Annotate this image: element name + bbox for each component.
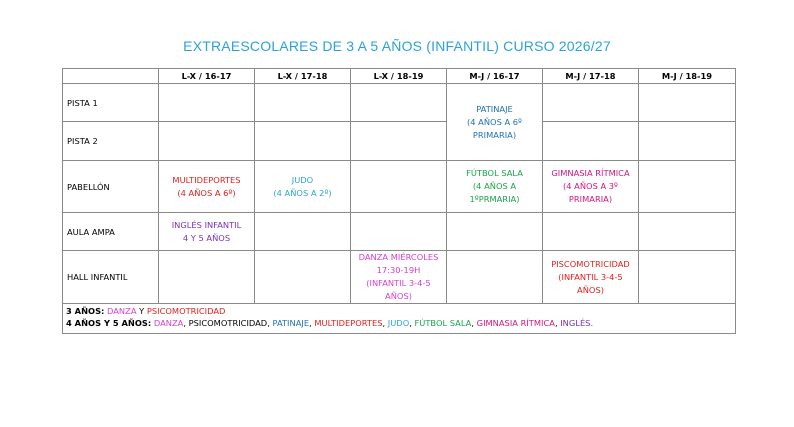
footer-comma: , (267, 318, 270, 328)
cell-empty (351, 161, 447, 213)
cell-judo (255, 161, 351, 213)
row-label-pista-1: PISTA 1 (63, 84, 159, 122)
header-lx-17-18: L-X / 17-18 (255, 69, 351, 84)
cell-empty (351, 213, 447, 251)
cell-empty (447, 213, 543, 251)
cell-empty (447, 251, 543, 304)
cell-empty (351, 84, 447, 122)
footer-line-3-anos (66, 305, 732, 317)
footer-label-3: 3 AÑOS: (66, 306, 105, 316)
cell-danza (351, 251, 447, 304)
multideportes-age: (4 AÑOS A 6º) (177, 187, 236, 198)
cell-ingles-infantil (159, 213, 255, 251)
danza-name: DANZA MIÉRCOLES (358, 252, 439, 262)
cell-empty (255, 122, 351, 161)
gimnasia-age: (4 AÑOS A 3º (563, 181, 618, 191)
row-pista-2 (63, 122, 736, 161)
psico-name: PISCOMOTRICIDAD (551, 258, 630, 269)
footer-notes (63, 304, 736, 334)
danza-age: (INFANTIL 3-4-5 (366, 278, 431, 288)
page-title: EXTRAESCOLARES DE 3 A 5 AÑOS (INFANTIL) CURSO 2026/27 (183, 38, 611, 54)
patinaje-age: (4 AÑOS A 6º (467, 116, 522, 127)
footer-danza: DANZA (153, 318, 184, 328)
footer-gimnasia: GIMNASIA RÍTMICA (476, 318, 555, 328)
futbol-age: (4 AÑOS A (472, 181, 517, 191)
row-label-pista-2: PISTA 2 (63, 122, 159, 161)
cell-futbol-sala (447, 161, 543, 213)
footer-danza-3: DANZA (107, 306, 137, 316)
row-pabellon (63, 161, 736, 213)
header-mj-18-19: M-J / 18-19 (639, 69, 736, 84)
cell-empty (255, 251, 351, 304)
header-lx-16-17: L-X / 16-17 (159, 69, 255, 84)
cell-empty (639, 251, 736, 304)
row-label-aula-ampa: AULA AMPA (63, 213, 159, 251)
footer-futbol: FÚTBOL SALA (414, 318, 472, 328)
cell-empty (543, 213, 639, 251)
footer-line-4-5-anos (66, 317, 732, 329)
cell-empty (255, 84, 351, 122)
cell-empty (351, 122, 447, 161)
cell-multideportes (159, 161, 255, 213)
row-pista-1 (63, 84, 736, 122)
footer-psico-3: PSICOMOTRICIDAD (146, 306, 226, 316)
schedule-table (62, 68, 736, 334)
footer-label-45: 4 AÑOS Y 5 AÑOS: (66, 318, 152, 328)
header-corner (63, 69, 159, 84)
judo-name: JUDO (291, 174, 314, 185)
header-lx-18-19: L-X / 18-19 (351, 69, 447, 84)
cell-psicomotricidad (543, 251, 639, 304)
gimnasia-age-2: PRIMARIA) (568, 194, 613, 204)
footer-psico: PSICOMOTRICIDAD (188, 318, 268, 328)
gimnasia-name: GIMNASIA RÍTMICA (551, 168, 630, 178)
footer-y: Y (139, 306, 145, 316)
danza-time: 17:30-19H (376, 265, 421, 275)
footer-multi: MULTIDEPORTES (314, 318, 383, 328)
cell-empty (639, 161, 736, 213)
footer-comma: , (183, 318, 186, 328)
futbol-name: FÚTBOL SALA (466, 168, 523, 178)
psico-age-2: AÑOS) (577, 284, 604, 295)
ingles-name: INGLÉS INFANTIL (171, 219, 242, 230)
cell-empty (159, 84, 255, 122)
ingles-age: 4 Y 5 AÑOS (182, 232, 231, 243)
patinaje-name: PATINAJE (476, 103, 513, 114)
cell-empty (543, 84, 639, 122)
header-mj-17-18: M-J / 17-18 (543, 69, 639, 84)
cell-empty (639, 122, 736, 161)
row-label-hall-infantil: HALL INFANTIL (63, 251, 159, 304)
footer-ingles: INGLÉS. (560, 318, 594, 328)
cell-empty (639, 84, 736, 122)
row-aula-ampa (63, 213, 736, 251)
row-hall-infantil (63, 251, 736, 304)
footer-comma: , (554, 318, 558, 328)
footer-patinaje: PATINAJE (272, 318, 310, 328)
cell-gimnasia-ritmica (543, 161, 639, 213)
judo-age: (4 AÑOS A 2º) (273, 187, 332, 198)
cell-empty (639, 213, 736, 251)
cell-patinaje (447, 84, 543, 161)
cell-empty (255, 213, 351, 251)
cell-empty (543, 122, 639, 161)
footer-comma: , (309, 318, 312, 328)
footer-comma: , (471, 318, 474, 328)
row-label-pabellon: PABELLÓN (63, 161, 159, 213)
header-mj-16-17: M-J / 16-17 (447, 69, 543, 84)
psico-age: (INFANTIL 3-4-5 (558, 271, 623, 282)
footer-judo: JUDO (387, 318, 410, 328)
header-row (63, 69, 736, 84)
cell-empty (159, 251, 255, 304)
futbol-age-2: 1ºPRMARIA) (469, 194, 520, 204)
patinaje-age-2: PRIMARIA) (472, 129, 517, 140)
footer-row (63, 304, 736, 334)
footer-comma: , (382, 318, 386, 328)
footer-comma: , (409, 318, 412, 328)
danza-age-2: AÑOS) (385, 291, 412, 301)
multideportes-name: MULTIDEPORTES (172, 174, 241, 185)
cell-empty (159, 122, 255, 161)
